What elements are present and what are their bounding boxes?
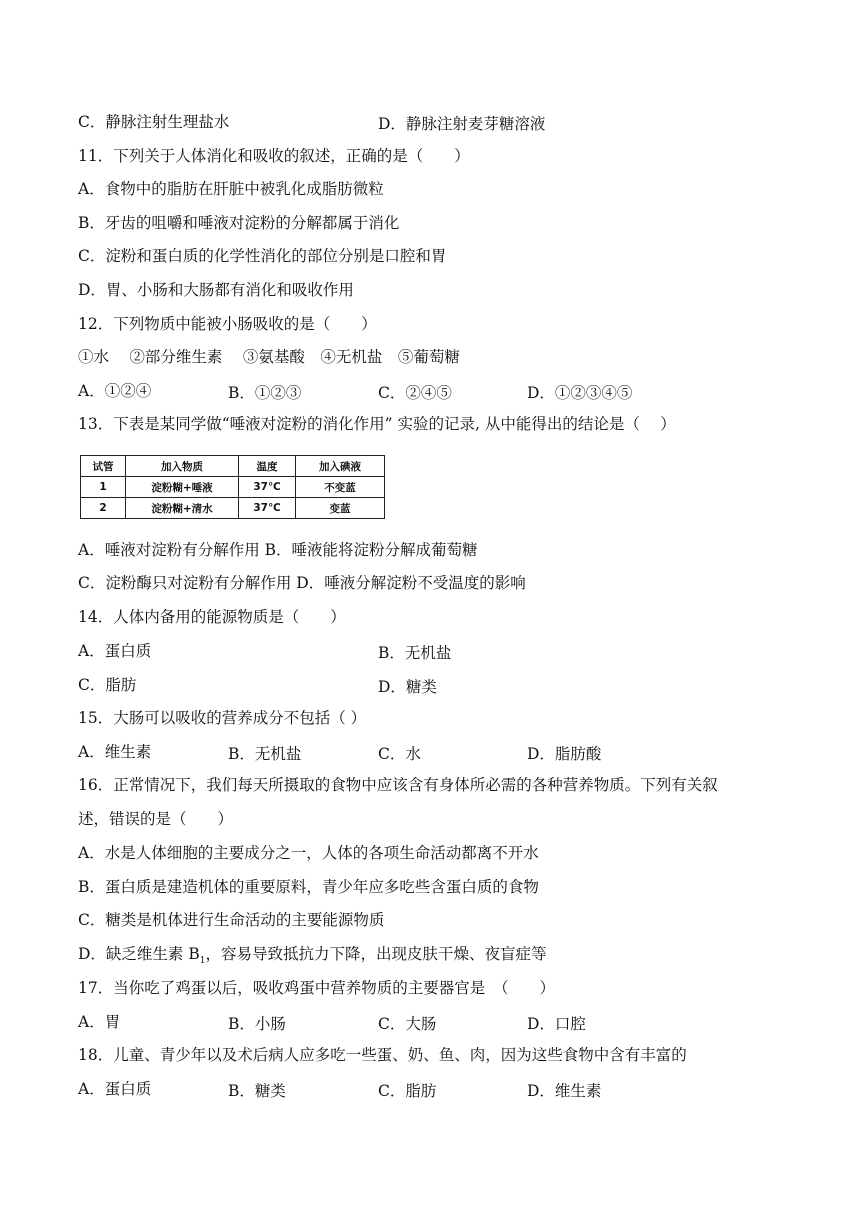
q13-stem: 13．下表是某同学做“唾液对淀粉的消化作用” 实验的记录, 从中能得出的结论是（ ）	[78, 415, 676, 433]
q16-option-c: C．糖类是机体进行生命活动的主要能源物质	[78, 911, 385, 929]
q18-option-d: D．维生素	[527, 1082, 602, 1100]
q17-option-c: C．大肠	[378, 1015, 437, 1033]
q16-option-d	[78, 944, 547, 971]
q18-option-a: A．蛋白质	[78, 1080, 152, 1098]
q18-option-c: C．脂肪	[378, 1082, 437, 1100]
q17-stem: 17．当你吃了鸡蛋以后，吸收鸡蛋中营养物质的主要器官是 （ ）	[78, 979, 555, 997]
q12-option-c: C．②④⑤	[378, 384, 452, 402]
q12-items: ①水 ②部分维生素 ③氨基酸 ④无机盐 ⑤葡萄糖	[78, 348, 460, 366]
q16-option-d-prefix: D．缺乏维生素 B	[78, 945, 200, 963]
q16-option-d-subscript: 1	[199, 956, 206, 967]
table-header: 温度	[239, 456, 296, 477]
q11-option-d: D．胃、小肠和大肠都有消化和吸收作用	[78, 281, 354, 299]
q16-option-d-suffix: ，容易导致抵抗力下降，出现皮肤干燥、夜盲症等	[205, 945, 547, 963]
table-row	[81, 477, 385, 498]
table-header: 加入物质	[126, 456, 239, 477]
q16-stem-line-2: 述，错误的是（ ）	[78, 810, 234, 828]
table-cell: 不变蓝	[296, 477, 385, 498]
q14-option-d: D．糖类	[378, 678, 437, 696]
q12-option-d: D．①②③④⑤	[527, 384, 633, 402]
q12-stem: 12．下列物质中能被小肠吸收的是（ ）	[78, 315, 377, 333]
q14-stem: 14．人体内备用的能源物质是（ ）	[78, 608, 346, 626]
q10-option-c: C．静脉注射生理盐水	[78, 113, 230, 131]
q17-option-a: A．胃	[78, 1013, 121, 1031]
q17-option-b: B．小肠	[228, 1015, 286, 1033]
table-cell: 37℃	[239, 477, 296, 498]
q15-option-d: D．脂肪酸	[527, 745, 602, 763]
q15-stem: 15．大肠可以吸收的营养成分不包括（ ）	[78, 709, 367, 727]
table-cell: 1	[81, 477, 126, 498]
q12-option-a: A．①②④	[78, 382, 152, 400]
q16-stem-line-1: 16．正常情况下，我们每天所摄取的食物中应该含有身体所必需的各种营养物质。下列有关叙	[78, 776, 718, 794]
table-header: 试管	[81, 456, 126, 477]
table-cell: 2	[81, 498, 126, 519]
table-cell: 淀粉糊+唾液	[126, 477, 239, 498]
experiment-table	[80, 455, 385, 519]
q10-option-d: D．静脉注射麦芽糖溶液	[378, 115, 546, 133]
q15-option-c: C．水	[378, 745, 421, 763]
table-header: 加入碘液	[296, 456, 385, 477]
q18-stem: 18．儿童、青少年以及术后病人应多吃一些蛋、奶、鱼、肉，因为这些食物中含有丰富的	[78, 1046, 687, 1064]
table-row	[81, 498, 385, 519]
table-cell: 淀粉糊+清水	[126, 498, 239, 519]
q14-option-b: B．无机盐	[378, 644, 452, 662]
q18-option-b: B．糖类	[228, 1082, 286, 1100]
q14-option-c: C．脂肪	[78, 676, 137, 694]
q11-stem: 11．下列关于人体消化和吸收的叙述，正确的是（ ）	[78, 147, 470, 165]
table-header-row	[81, 456, 385, 477]
q11-option-b: B．牙齿的咀嚼和唾液对淀粉的分解都属于消化	[78, 214, 400, 232]
q14-option-a: A．蛋白质	[78, 642, 152, 660]
q11-option-c: C．淀粉和蛋白质的化学性消化的部位分别是口腔和胃	[78, 247, 447, 265]
q11-option-a: A．食物中的脂肪在肝脏中被乳化成脂肪微粒	[78, 180, 384, 198]
q16-option-a: A．水是人体细胞的主要成分之一，人体的各项生命活动都离不开水	[78, 844, 539, 862]
table-cell: 变蓝	[296, 498, 385, 519]
q15-option-a: A．维生素	[78, 743, 152, 761]
q15-option-b: B．无机盐	[228, 745, 302, 763]
q16-option-b: B．蛋白质是建造机体的重要原料，青少年应多吃些含蛋白质的食物	[78, 878, 539, 896]
table-cell: 37℃	[239, 498, 296, 519]
q17-option-d: D．口腔	[527, 1015, 586, 1033]
q13-options-line-2: C．淀粉酶只对淀粉有分解作用 D．唾液分解淀粉不受温度的影响	[78, 574, 526, 592]
q13-options-line-1: A．唾液对淀粉有分解作用 B．唾液能将淀粉分解成葡萄糖	[78, 541, 478, 559]
q12-option-b: B．①②③	[228, 384, 302, 402]
